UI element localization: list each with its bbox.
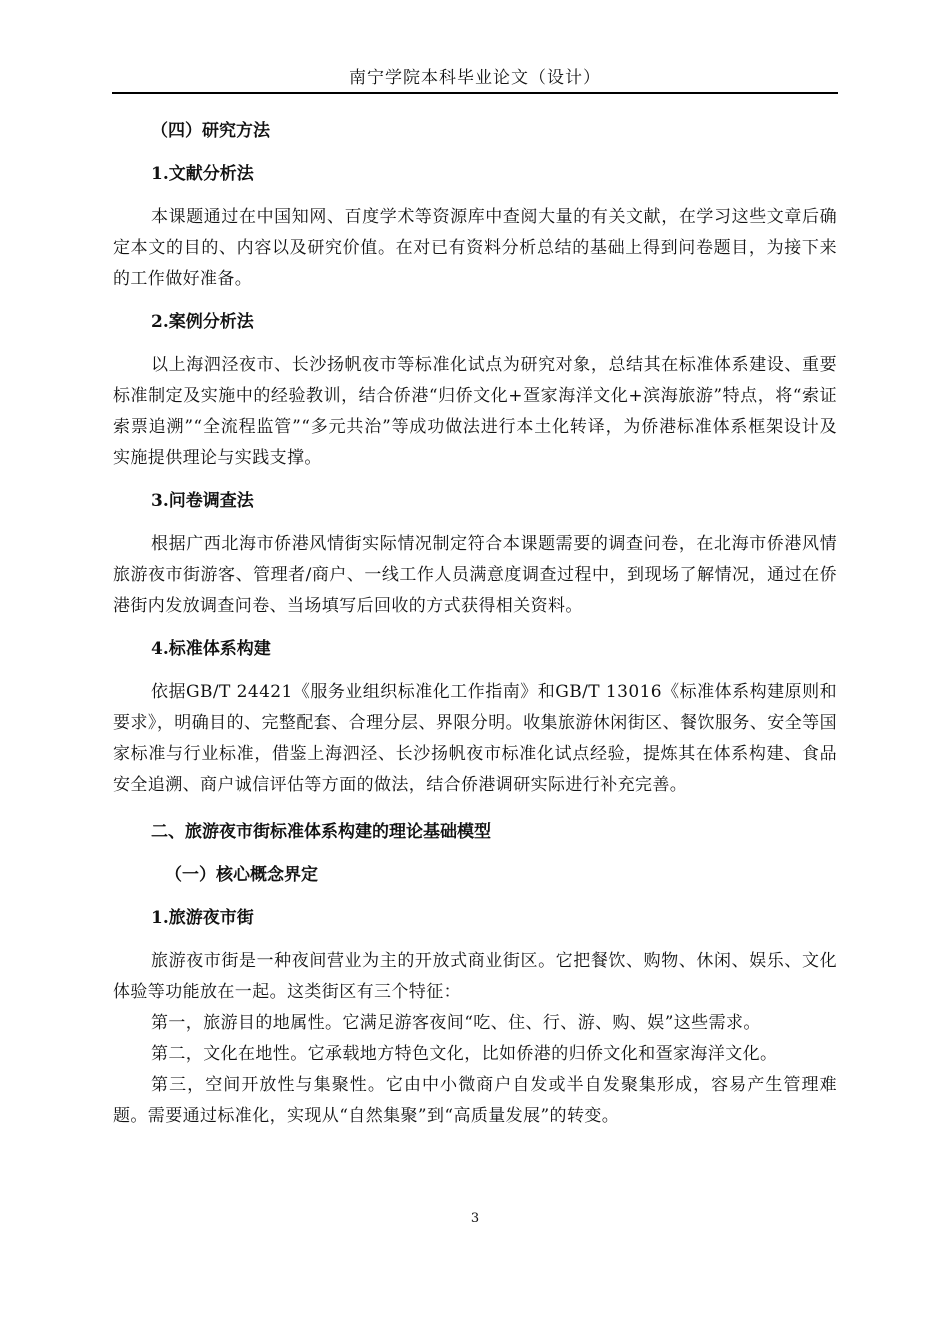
paragraph-feature-one: 第一，旅游目的地属性。它满足游客夜间“吃、住、行、游、购、娱”这些需求。 [151,1013,761,1033]
page-number: 3 [470,1211,480,1226]
document-body [113,114,837,1132]
section-heading-research-methods: （四）研究方法 [151,121,270,141]
paragraph-standard-system: 依据GB/T 24421《服务业组织标准化工作指南》和GB/T 13016《标准体系构建原则和要求》，明确目的、完整配套、合理分层、界限分明。收集旅游休闲街区、餐饮服务、安全等国家标准与行业标准，借鉴上海泗泾、长沙扬帆夜市标准化试点经验，提炼其在体系构建、食品安全追溯、商户诚信评估等方面的做法，结合侨港调研实际进行补充完善。 [113,682,837,795]
subsection-heading-standard-system: 4.标准体系构建 [151,639,271,659]
subsection-heading-survey: 3.问卷调查法 [151,491,254,511]
paragraph-night-market-intro: 旅游夜市街是一种夜间营业为主的开放式商业街区。它把餐饮、购物、休闲、娱乐、文化体验等功能放在一起。这类街区有三个特征： [113,951,837,1002]
chapter-heading-theory-model: 二、旅游夜市街标准体系构建的理论基础模型 [151,822,491,842]
paragraph-feature-three: 第三，空间开放性与集聚性。它由中小微商户自发或半自发聚集形成，容易产生管理难题。需要通过标准化，实现从“自然集聚”到“高质量发展”的转变。 [113,1075,837,1126]
section-heading-core-concepts: （一）核心概念界定 [165,865,318,885]
page-header: 南宁学院本科毕业论文（设计） [349,68,601,88]
subsection-heading-case: 2.案例分析法 [151,312,254,332]
paragraph-survey: 根据广西北海市侨港风情街实际情况制定符合本课题需要的调查问卷，在北海市侨港风情旅游夜市街游客、管理者/商户、一线工作人员满意度调查过程中，到现场了解情况，通过在侨港街内发放调查问卷、当场填写后回收的方式获得相关资料。 [113,534,837,616]
header-rule [112,92,838,94]
subsection-heading-literature: 1.文献分析法 [151,164,254,184]
subsection-heading-night-market: 1.旅游夜市街 [151,908,254,928]
paragraph-feature-two: 第二，文化在地性。它承载地方特色文化，比如侨港的归侨文化和疍家海洋文化。 [151,1044,778,1064]
paragraph-literature: 本课题通过在中国知网、百度学术等资源库中查阅大量的有关文献，在学习这些文章后确定本文的目的、内容以及研究价值。在对已有资料分析总结的基础上得到问卷题目，为接下来的工作做好准备。 [113,207,837,289]
paragraph-case: 以上海泗泾夜市、长沙扬帆夜市等标准化试点为研究对象，总结其在标准体系建设、重要标准制定及实施中的经验教训，结合侨港“归侨文化+疍家海洋文化+滨海旅游”特点，将“索证索票追溯”“全流程监管”“多元共治”等成功做法进行本土化转译，为侨港标准体系框架设计及实施提供理论与实践支撑。 [113,355,837,468]
